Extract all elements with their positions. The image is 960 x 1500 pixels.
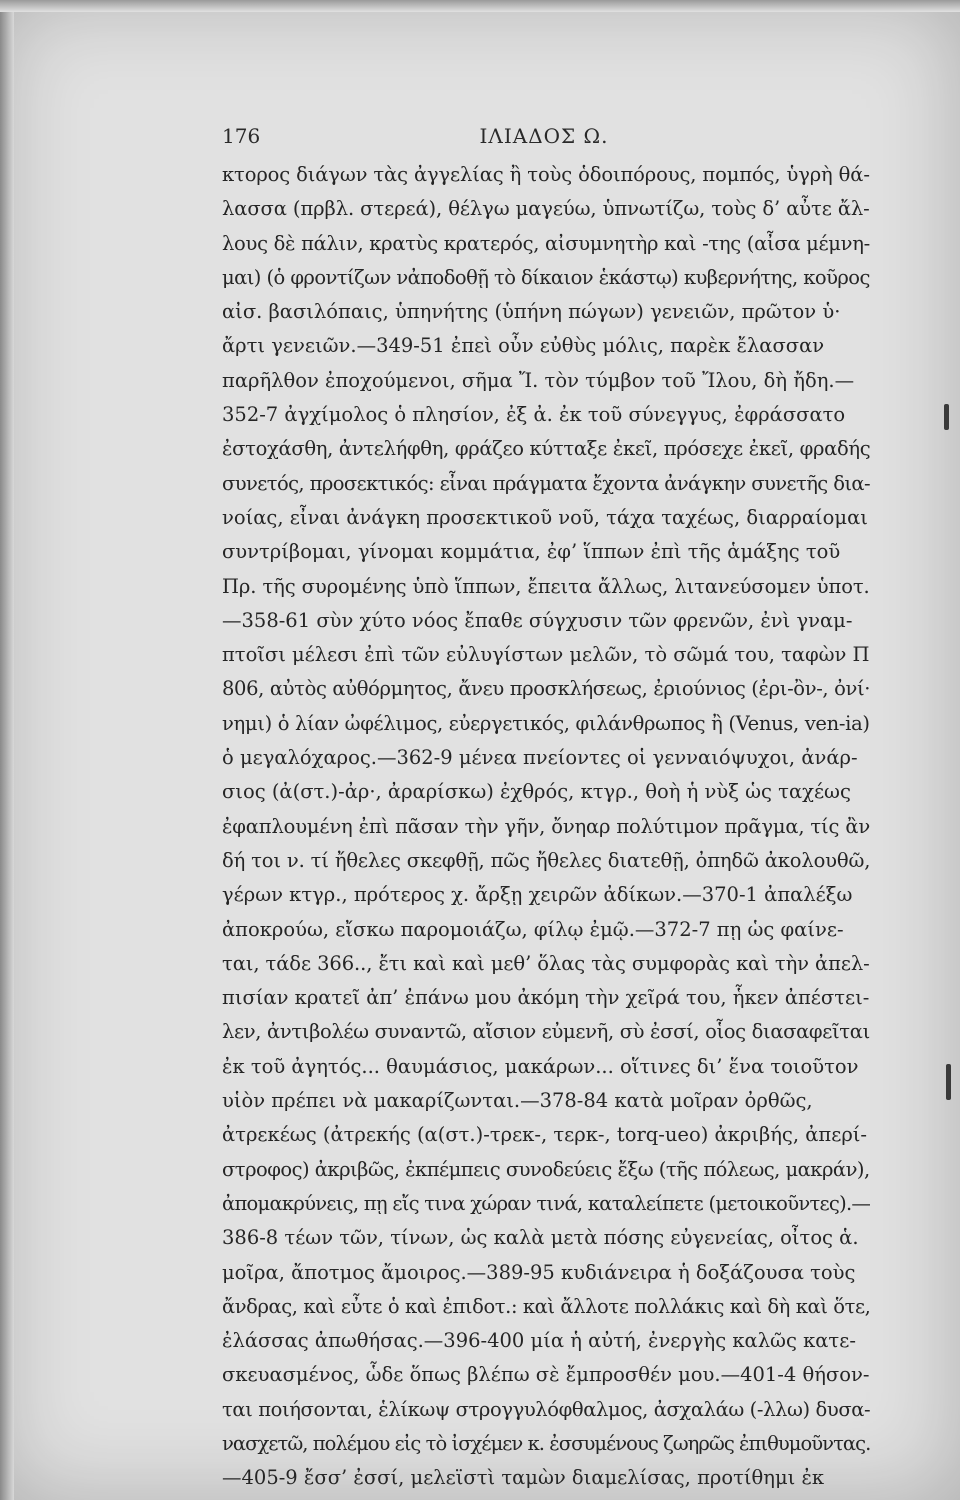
text-line: αἰσ. βασιλόπαις, ὑπηνήτης (ὑπήνη πώγων) γενειῶν, πρῶτον ὑ· [222, 300, 841, 324]
text-line: ἄρτι γενειῶν.—349-51 ἐπεὶ οὖν εὐθὺς μόλις, παρὲκ ἔλασσαν [222, 334, 825, 358]
text-line: —405-9 ἔσσ’ ἐσσί, μελεϊστὶ ταμὼν διαμελίσας, προτίθημι ἐκ [222, 1466, 825, 1490]
text-line: μοῖρα, ἄποτμος ἄμοιρος.—389-95 κυδιάνειρα ἡ δοξάζουσα τοὺς [222, 1260, 856, 1284]
text-line: 386-8 τέων τῶν, τίνων, ὡς καλὰ μετὰ πόσης εὐγενείας, οἶτος ἁ. [222, 1226, 859, 1250]
text-line: κτορος διάγων τὰς ἀγγελίας ἢ τοὺς ὁδοιπόρους, πομπός, ὑγρὴ θά- [222, 163, 870, 186]
text-line: λασσα (πρβλ. στερεά), θέλγω μαγεύω, ὑπνωτίζω, τοὺς δ’ αὖτε ἄλ- [222, 197, 870, 221]
text-line: συντρίβομαι, γίνομαι κομμάτια, ἐφ’ ἵππων ἐπὶ τῆς ἁμάξης τοῦ [222, 540, 841, 564]
running-title: ΙΛΙΑΔΟΣ Ω. [479, 124, 609, 148]
text-line: σκευασμένος, ὧδε ὅπως βλέπω σὲ ἔμπροσθέν μου.—401-4 θήσον- [222, 1363, 870, 1387]
text-line: —358-61 σὺν χύτο νόος ἔπαθε σύγχυσιν τῶν φρενῶν, ἐνὶ γναμ- [222, 608, 853, 632]
text-line: ἀποκρούω, εἴσκω παρομοιάζω, φίλῳ ἐμῷ.—372-7 πῃ ὡς φαίνε- [222, 917, 844, 941]
text-line: 352-7 ἀγχίμολος ὁ πλησίον, ἐξ ἀ. ἐκ τοῦ σύνεγγυς, ἐφράσσατο [222, 403, 846, 427]
text-line: σιος (ἀ(στ.)-ἀρ·, ἀραρίσκω) ἐχθρός, κτγρ., θοὴ ἡ νὺξ ὡς ταχέως [222, 780, 851, 804]
text-line: συνετός, προσεκτικός: εἶναι πράγματα ἔχοντα ἀνάγκην συνετῆς δια- [222, 471, 870, 495]
text-line: λεν, ἀντιβολέω συναντῶ, αἴσιον εὐμενῆ, σὺ ἐσσί, οἷος διασαφεῖται [222, 1020, 870, 1044]
text-line: ὁ μεγαλόχαρος.—362-9 μένεα πνείοντες οἱ γενναιόψυχοι, ἀνάρ- [222, 746, 858, 770]
text-line: στροφος) ἀκριβῶς, ἐκπέμπεις συνοδεύεις ἔξω (τῆς πόλεως, μακράν), [222, 1157, 870, 1181]
text-line: νοίας, εἶναι ἀνάγκη προσεκτικοῦ νοῦ, τάχα ταχέως, διαρραίομαι [222, 505, 868, 529]
text-line: ἀπομακρύνεις, πῃ εἴς τινα χώραν τινά, καταλείπετε (μετοικοῦντες).— [222, 1191, 870, 1215]
text-line: νασχετῶ, πολέμου εἰς τὸ ἰσχέμεν κ. ἐσσυμένους ζωηρῶς ἐπιθυμοῦντας. [222, 1431, 870, 1455]
text-line: ται ποιήσονται, ἑλίκωψ στρογγυλόφθαλμος, ἀσχαλάω (-λλω) δυσα- [222, 1397, 870, 1421]
text-line: 806, αὐτὸς αὐθόρμητος, ἄνευ προσκλήσεως, ἐριούνιος (ἐρι-ὂν-, ὀνί· [222, 677, 870, 701]
page-edge-shadow-left [0, 0, 14, 1500]
text-line: ἐλάσσας ἀπωθήσας.—396-400 μία ἡ αὐτή, ἐνεργὴς καλῶς κατε- [222, 1329, 856, 1353]
text-line: πισίαν κρατεῖ ἀπ’ ἐπάνω μου ἀκόμη τὴν χεῖρά του, ἧκεν ἀπέστει- [222, 986, 870, 1010]
text-line: λους δὲ πάλιν, κρατὺς κρατερός, αἰσυμνητὴρ καὶ -της (αἶσα μέμνη- [222, 231, 870, 255]
page-edge-shadow-top [0, 0, 960, 12]
text-line: γέρων κτγρ., πρότερος χ. ἄρξῃ χειρῶν ἀδίκων.—370-1 ἀπαλέξω [222, 883, 853, 907]
page-number: 176 [222, 124, 261, 148]
commentary-text [222, 158, 870, 1496]
text-line: ἀτρεκέως (ἀτρεκής (α(στ.)-τρεκ-, τερκ-, torq-ueo) ἀκριβής, ἀπερί- [222, 1123, 868, 1147]
binding-mark [944, 404, 949, 430]
text-line: ἐστοχάσθη, ἀντελήφθη, φράζεο κύτταξε ἐκεῖ, πρόσεχε ἐκεῖ, φραδής [222, 437, 870, 461]
text-line: Πρ. τῆς συρομένης ὑπὸ ἵππων, ἔπειτα ἄλλως, λιτανεύσομεν ὑποτ. [222, 574, 870, 598]
text-line: δή τοι ν. τί ἤθελες σκεφθῇ, πῶς ἤθελες διατεθῇ, ὀπηδῶ ἀκολουθῶ, [222, 848, 870, 872]
text-line: ἐφαπλουμένη ἐπὶ πᾶσαν τὴν γῆν, ὄνηαρ πολύτιμον πρᾶγμα, τίς ἂν [222, 814, 870, 838]
text-line: ται, τάδε 366.., ἔτι καὶ καὶ μεθ’ ὅλας τὰς συμφορὰς καὶ τὴν ἀπελ- [222, 951, 870, 975]
text-line: νημι) ὁ λίαν ὠφέλιμος, εὐεργετικός, φιλάνθρωπος ἢ (Venus, ven-ia) [222, 711, 870, 735]
text-line: υἱὸν πρέπει νὰ μακαρίζωνται.—378-84 κατὰ μοῖραν ὀρθῶς, [222, 1089, 813, 1113]
text-line: μαι) (ὁ φροντίζων νἀποδοθῇ τὸ δίκαιον ἑκάστῳ) κυβερνήτης, κοῦρος [222, 265, 870, 289]
text-line: παρῆλθον ἐποχούμενοι, σῆμα Ἴ. τὸν τύμβον τοῦ Ἴλου, δὴ ἤδη.— [222, 368, 855, 392]
text-line: ἄνδρας, καὶ εὖτε ὁ καὶ ἐπιδοτ.: καὶ ἄλλοτε πολλάκις καὶ δὴ καὶ ὅτε, [222, 1294, 870, 1318]
text-line: ἐκ τοῦ ἀγητός... θαυμάσιος, μακάρων... οἵτινες δι’ ἕνα τοιοῦτον [222, 1054, 859, 1078]
binding-mark [946, 1064, 951, 1100]
text-line: πτοῖσι μέλεσι ἐπὶ τῶν εὐλυγίστων μελῶν, τὸ σῶμά του, ταφὼν Π [222, 643, 870, 667]
page-header [222, 124, 866, 154]
